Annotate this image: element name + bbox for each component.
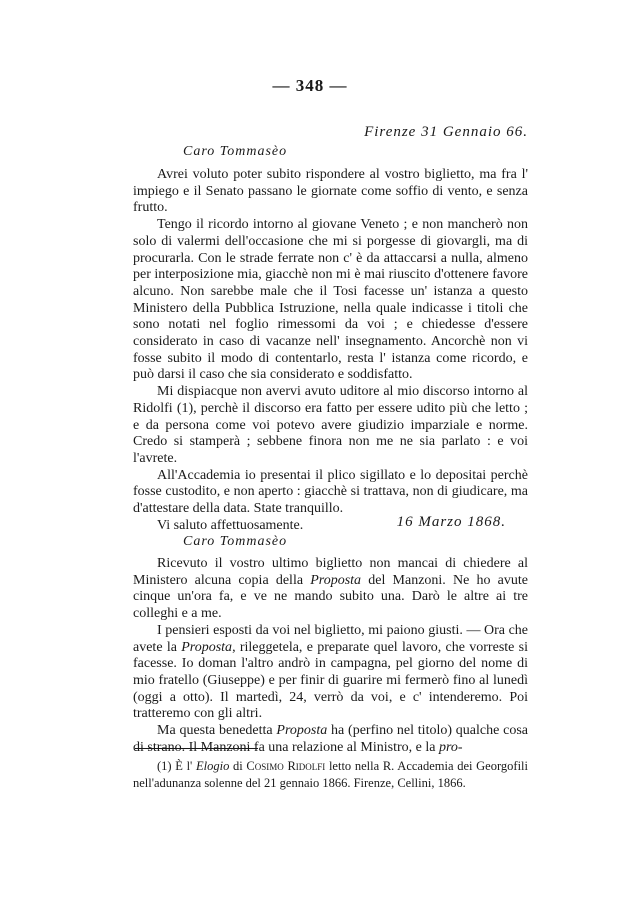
- letter-1-paragraph: Tengo il ricordo intorno al giovane Veneto ; e non mancherò non solo di valermi dell'occasione che mi si porgesse di giovargli, ma di procurarla. Con le strade ferrate non c' è da attaccarsi a nulla, almeno per interposizione mia, giacchè non mi è mai riuscito d'ottenere favore alcuno. Non sarebbe male che il Tosi facesse un' istanza a questo Ministero della Pubblica Istruzione, nella quale indicasse i titoli che sono notati nel foglio rimessomi da voi ; e chiedesse d'essere considerato in caso di vacanze nell' insegnamento. Ancorchè non vi fosse subito il modo di contentarlo, resta l' istanza come ricordo, e può darsi il caso che sia considerato e soddisfatto.: [133, 217, 528, 383]
- footnote-divider: [135, 748, 258, 749]
- letter-2-paragraph: Ma questa benedetta Proposta ha (perfino nel titolo) qualche cosa di strano. Il Manzoni fa una relazione al Ministro, e la pro-: [133, 723, 528, 755]
- letter-2-paragraph: Ricevuto il vostro ultimo biglietto non mancai di chiedere al Ministero alcuna copia della Proposta del Manzoni. Ne ho avute cinque un'ora fa, e ve ne mando subito una. Darò le altre ai tre colleghi e a me.: [133, 556, 528, 622]
- letter-1-paragraph: All'Accademia io presentai il plico sigillato e lo depositai perchè fosse custodito, e non aperto : giacchè si trattava, non di giudicare, ma d'attestare della data. State tranquillo.: [133, 467, 528, 517]
- footnote: (1) È l' Elogio di Cosimo Ridolfi letto nella R. Accademia dei Georgofili nell'adunanza solenne del 21 gennaio 1866. Firenze, Cellini, 1866.: [133, 759, 528, 790]
- letter-1-paragraph: Avrei voluto poter subito rispondere al vostro biglietto, ma fra l' impiego e il Senato passano le giornate come soffio di vento, e senza frutto.: [133, 167, 528, 216]
- letter-1-closing: Vi saluto affettuosamente.: [157, 517, 304, 533]
- letter-2-date: 16 Marzo 1868.: [396, 514, 506, 530]
- letter-1-salutation: Caro Tommasèo: [183, 144, 288, 159]
- page-number: — 348 —: [272, 76, 348, 95]
- letter-1-paragraph: Mi dispiacque non avervi avuto uditore al mio discorso intorno al Ridolfi (1), perchè il discorso era fatto per essere udito più che letto ; e da persona come voi potevo avere giudizio imparziale e norme. Credo si stamperà ; sebbene finora non me ne sia parlato : e voi l'avrete.: [133, 384, 528, 466]
- letter-2-body: [133, 556, 528, 756]
- letter-1-body: [133, 167, 528, 534]
- letter-2-paragraph: I pensieri esposti da voi nel biglietto, mi paiono giusti. — Ora che avete la Proposta, rileggetela, e preparate quel lavoro, che vorreste si facesse. Io doman l'altro andrò in campagna, pel giorno del nome di mio fratello (Giuseppe) e per finir di guarire mi fermerò fino al lunedì (oggi a otto). Il martedì, 24, verrò da voi, e c' intenderemo. Poi tratteremo con gli altri.: [133, 622, 528, 722]
- letter-2-salutation: Caro Tommasèo: [183, 534, 288, 549]
- letter-1-date: Firenze 31 Gennaio 66.: [364, 124, 528, 140]
